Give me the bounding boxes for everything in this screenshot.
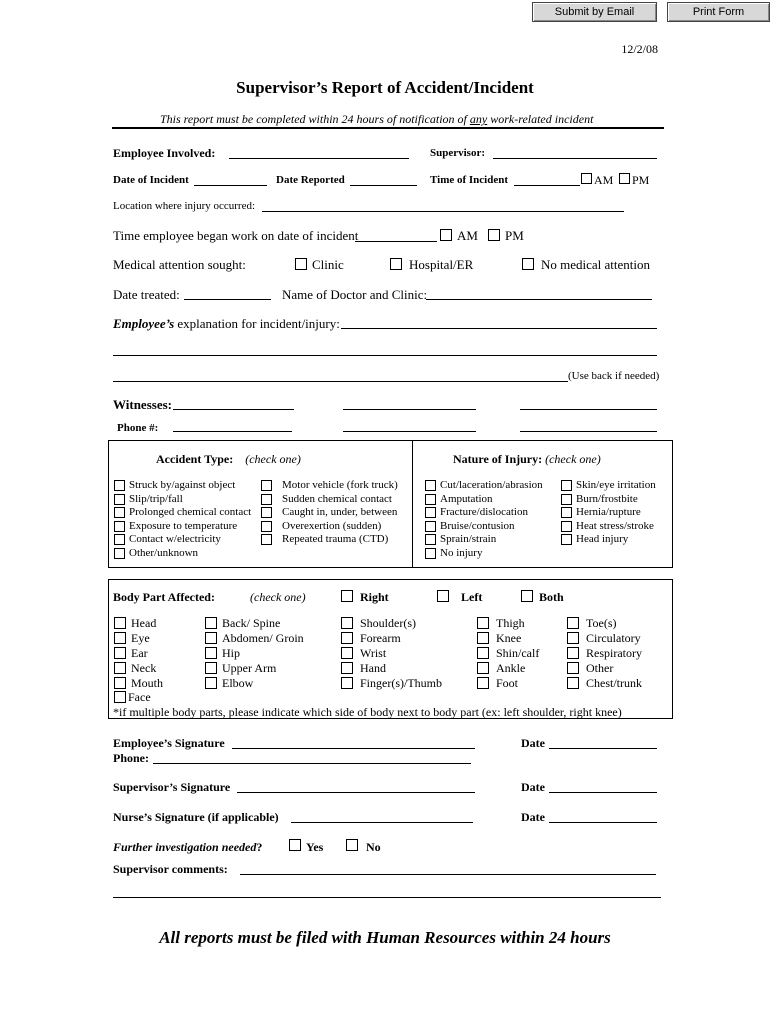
no-label: No — [366, 840, 381, 854]
phone-hash-label: Phone #: — [117, 422, 159, 434]
nature-col2-label-0: Skin/eye irritation — [576, 479, 656, 491]
body-col1-checkbox-2[interactable] — [114, 647, 126, 659]
location-field[interactable] — [262, 211, 624, 212]
body-col5-checkbox-3[interactable] — [567, 662, 579, 674]
accident-col1-label-3: Exposure to temperature — [129, 519, 238, 532]
body-col1-checkbox-1[interactable] — [114, 632, 126, 644]
body-col2-label-0: Back/ Spine — [222, 616, 281, 630]
time-began-label: Time employee began work on date of incident — [113, 228, 359, 243]
body-col1-label-4: Mouth — [131, 676, 164, 690]
body-col1-checkbox-4[interactable] — [114, 677, 126, 689]
body-col2-label-2: Hip — [222, 646, 240, 660]
employee-date-field[interactable] — [549, 748, 657, 749]
nature-col1-checkbox-1[interactable] — [425, 494, 436, 505]
body-col5-label-1: Circulatory — [586, 631, 641, 645]
face-checkbox[interactable] — [114, 691, 126, 703]
body-col5-checkbox-0[interactable] — [567, 617, 579, 629]
nature-col2-label-2: Hernia/rupture — [576, 506, 641, 518]
began-am-checkbox[interactable] — [440, 229, 452, 241]
body-col5-label-2: Respiratory — [586, 646, 642, 660]
nature-col1-checkbox-5[interactable] — [425, 548, 436, 559]
explanation-em: Employee’s — [113, 316, 175, 331]
accident-col1-label-1: Slip/trip/fall — [129, 492, 183, 505]
body-col3-label-0: Shoulder(s) — [360, 616, 416, 630]
nature-col1-label-4: Sprain/strain — [440, 533, 497, 545]
explanation-field-1[interactable] — [341, 328, 657, 329]
date-reported-label: Date Reported — [276, 174, 345, 186]
accident-col2-label-4: Repeated trauma (CTD) — [282, 533, 389, 545]
witnesses-label: Witnesses: — [113, 397, 172, 412]
face-label: Face — [128, 690, 151, 704]
further-text: Further investigation needed — [113, 840, 257, 854]
body-col3-label-4: Finger(s)/Thumb — [360, 676, 442, 690]
explanation-field-2[interactable] — [113, 355, 657, 356]
body-col4-checkbox-2[interactable] — [477, 647, 489, 659]
body-col1-label-1: Eye — [131, 631, 150, 645]
accident-col2-checkbox-2[interactable] — [261, 507, 272, 518]
accident-col2-label-0: Motor vehicle (fork truck) — [282, 479, 398, 491]
began-pm-label: PM — [505, 228, 524, 243]
phone-field[interactable] — [153, 763, 471, 764]
accident-col1-label-2: Prolonged chemical contact — [129, 506, 252, 518]
clinic-checkbox[interactable] — [295, 258, 307, 270]
employee-involved-field[interactable] — [229, 158, 409, 159]
incident-pm-checkbox[interactable] — [619, 173, 630, 184]
date-reported-field[interactable] — [350, 185, 417, 186]
body-col5-checkbox-4[interactable] — [567, 677, 579, 689]
body-col4-checkbox-0[interactable] — [477, 617, 489, 629]
body-col4-label-0: Thigh — [496, 616, 525, 630]
location-label: Location where injury occurred: — [113, 200, 256, 212]
both-label: Both — [539, 590, 564, 604]
no-medical-checkbox[interactable] — [522, 258, 534, 270]
print-form-button[interactable]: Print Form — [667, 2, 770, 22]
time-began-field[interactable] — [355, 241, 437, 242]
body-part-title: Body Part Affected: — [113, 590, 215, 604]
doctor-clinic-field[interactable] — [426, 299, 652, 300]
hospital-checkbox[interactable] — [390, 258, 402, 270]
left-label: Left — [461, 590, 483, 604]
nature-col2-checkbox-4[interactable] — [561, 534, 572, 545]
body-col3-checkbox-0[interactable] — [341, 617, 353, 629]
subtitle-text: This report must be completed within 24 hours of notification of — [160, 112, 470, 126]
body-col2-label-4: Elbow — [222, 676, 254, 690]
employee-date-label: Date — [521, 736, 545, 750]
clinic-label: Clinic — [312, 257, 344, 272]
time-of-incident-field[interactable] — [514, 185, 580, 186]
body-col2-checkbox-1[interactable] — [205, 632, 217, 644]
body-col5-label-3: Other — [586, 661, 614, 675]
yes-label: Yes — [306, 840, 324, 854]
nature-col1-checkbox-4[interactable] — [425, 534, 436, 545]
nature-check-one: (check one) — [545, 452, 601, 466]
body-col3-checkbox-3[interactable] — [341, 662, 353, 674]
nature-col1-label-1: Amputation — [440, 492, 493, 505]
no-checkbox[interactable] — [346, 839, 358, 851]
use-back-note: (Use back if needed) — [568, 370, 660, 382]
nature-title: Nature of Injury: — [453, 452, 543, 466]
phone-1-field[interactable] — [173, 431, 292, 432]
page-subtitle — [160, 112, 593, 127]
supervisor-signature-label: Supervisor’s Signature — [113, 780, 231, 794]
phone-2-field[interactable] — [343, 431, 476, 432]
right-checkbox[interactable] — [341, 590, 353, 602]
body-col5-checkbox-1[interactable] — [567, 632, 579, 644]
nature-col1-checkbox-0[interactable] — [425, 480, 436, 491]
supervisor-comments-label: Supervisor comments: — [113, 862, 228, 876]
nurse-signature-field[interactable] — [291, 822, 473, 823]
accident-type-title: Accident Type: — [156, 452, 234, 466]
witness-2-field[interactable] — [343, 409, 476, 410]
witness-1-field[interactable] — [173, 409, 294, 410]
witness-3-field[interactable] — [520, 409, 657, 410]
header-rule — [112, 127, 664, 129]
date-of-incident-field[interactable] — [194, 185, 267, 186]
body-col3-label-2: Wrist — [360, 646, 387, 660]
nature-col2-label-4: Head injury — [576, 533, 629, 545]
incident-am-label: AM — [594, 173, 614, 187]
accident-check-one: (check one) — [245, 452, 301, 466]
nature-col2-label-1: Burn/frostbite — [576, 492, 638, 505]
further-q: ? — [256, 840, 263, 854]
accident-col1-label-0: Struck by/against object — [129, 479, 236, 491]
body-col2-checkbox-0[interactable] — [205, 617, 217, 629]
accident-col1-checkbox-4[interactable] — [114, 534, 125, 545]
no-medical-label: No medical attention — [541, 257, 651, 272]
accident-nature-divider — [412, 440, 413, 568]
yes-checkbox[interactable] — [289, 839, 301, 851]
supervisor-date-label: Date — [521, 780, 545, 794]
accident-col2-label-2: Caught in, under, between — [282, 506, 398, 518]
body-col2-checkbox-2[interactable] — [205, 647, 217, 659]
accident-col2-checkbox-4[interactable] — [261, 534, 272, 545]
began-pm-checkbox[interactable] — [488, 229, 500, 241]
body-col1-label-3: Neck — [131, 661, 157, 675]
accident-col2-checkbox-1[interactable] — [261, 494, 272, 505]
nature-col1-label-5: No injury — [440, 546, 483, 559]
accident-col1-label-5: Other/unknown — [129, 546, 199, 559]
body-col1-checkbox-0[interactable] — [114, 617, 126, 629]
body-col2-label-3: Upper Arm — [222, 661, 277, 675]
footer-note: All reports must be filed with Human Resources within 24 hours — [159, 928, 611, 947]
form-date: 12/2/08 — [621, 42, 658, 56]
explanation-rest: explanation for incident/injury: — [174, 316, 340, 331]
body-col1-checkbox-3[interactable] — [114, 662, 126, 674]
explanation-label — [113, 316, 340, 332]
nature-heading — [453, 452, 601, 467]
body-col4-checkbox-4[interactable] — [477, 677, 489, 689]
body-note: *if multiple body parts, please indicate which side of body next to body part (ex: left shoulder, right knee) — [113, 705, 622, 719]
nature-col1-label-3: Bruise/contusion — [440, 519, 515, 532]
supervisor-date-field[interactable] — [549, 792, 657, 793]
body-col4-label-1: Knee — [496, 631, 522, 645]
body-col3-checkbox-2[interactable] — [341, 647, 353, 659]
nature-col2-checkbox-2[interactable] — [561, 507, 572, 518]
phone-3-field[interactable] — [520, 431, 657, 432]
accident-col2-label-1: Sudden chemical contact — [282, 492, 392, 505]
medical-sought-label: Medical attention sought: — [113, 257, 246, 272]
began-am-label: AM — [457, 228, 478, 243]
supervisor-label: Supervisor: — [430, 147, 485, 159]
accident-type-heading — [156, 452, 301, 467]
body-col5-checkbox-2[interactable] — [567, 647, 579, 659]
subtitle-any: any — [469, 112, 488, 126]
supervisor-signature-field[interactable] — [237, 792, 475, 793]
submit-by-email-button[interactable]: Submit by Email — [532, 2, 657, 22]
date-treated-field[interactable] — [184, 299, 271, 300]
body-col3-label-3: Hand — [360, 661, 386, 675]
body-col3-checkbox-1[interactable] — [341, 632, 353, 644]
accident-col1-checkbox-2[interactable] — [114, 507, 125, 518]
subtitle-text-end: work-related incident — [487, 112, 594, 126]
accident-col1-checkbox-3[interactable] — [114, 521, 125, 532]
body-col4-label-2: Shin/calf — [496, 646, 540, 660]
employee-involved-label: Employee Involved: — [113, 146, 216, 160]
accident-col2-checkbox-3[interactable] — [261, 521, 272, 532]
nature-col2-checkbox-3[interactable] — [561, 521, 572, 532]
body-col5-label-0: Toe(s) — [586, 616, 617, 630]
accident-col1-checkbox-0[interactable] — [114, 480, 125, 491]
nature-col2-checkbox-1[interactable] — [561, 494, 572, 505]
accident-col1-checkbox-1[interactable] — [114, 494, 125, 505]
date-of-incident-label: Date of Incident — [113, 174, 189, 186]
incident-am-checkbox[interactable] — [581, 173, 592, 184]
body-col3-checkbox-4[interactable] — [341, 677, 353, 689]
nurse-signature-label: Nurse’s Signature (if applicable) — [113, 810, 279, 824]
time-of-incident-label: Time of Incident — [430, 174, 509, 186]
hospital-label: Hospital/ER — [409, 257, 474, 272]
nurse-date-label: Date — [521, 810, 545, 824]
further-investigation-label — [113, 840, 262, 855]
body-col4-checkbox-3[interactable] — [477, 662, 489, 674]
supervisor-comments-field-2[interactable] — [113, 897, 661, 898]
supervisor-field[interactable] — [493, 158, 657, 159]
nature-col1-checkbox-3[interactable] — [425, 521, 436, 532]
left-checkbox[interactable] — [437, 590, 449, 602]
page-title: Supervisor’s Report of Accident/Incident — [236, 78, 534, 97]
employee-signature-label: Employee’s Signature — [113, 736, 225, 750]
nature-col1-label-0: Cut/laceration/abrasion — [440, 479, 543, 491]
date-treated-label: Date treated: — [113, 287, 180, 302]
body-col2-label-1: Abdomen/ Groin — [222, 631, 304, 645]
body-col4-label-3: Ankle — [496, 661, 526, 675]
body-col4-label-4: Foot — [496, 676, 519, 690]
nurse-date-field[interactable] — [549, 822, 657, 823]
nature-col2-label-3: Heat stress/stroke — [576, 519, 654, 532]
right-label: Right — [360, 590, 389, 604]
accident-col2-checkbox-0[interactable] — [261, 480, 272, 491]
accident-col1-label-4: Contact w/electricity — [129, 533, 221, 545]
employee-signature-field[interactable] — [232, 748, 475, 749]
nature-col1-label-2: Fracture/dislocation — [440, 506, 528, 518]
accident-col1-checkbox-5[interactable] — [114, 548, 125, 559]
incident-pm-label: PM — [632, 173, 650, 187]
doctor-clinic-label: Name of Doctor and Clinic: — [282, 287, 428, 302]
body-col3-label-1: Forearm — [360, 631, 401, 645]
body-col5-label-4: Chest/trunk — [586, 676, 642, 690]
body-col4-checkbox-1[interactable] — [477, 632, 489, 644]
phone-label: Phone: — [113, 751, 149, 765]
body-col2-checkbox-3[interactable] — [205, 662, 217, 674]
body-check-one: (check one) — [250, 590, 306, 604]
accident-col2-label-3: Overexertion (sudden) — [282, 519, 382, 532]
body-col1-label-0: Head — [131, 616, 157, 630]
body-col1-label-2: Ear — [131, 646, 148, 660]
nature-col2-checkbox-0[interactable] — [561, 480, 572, 491]
nature-col1-checkbox-2[interactable] — [425, 507, 436, 518]
body-col2-checkbox-4[interactable] — [205, 677, 217, 689]
both-checkbox[interactable] — [521, 590, 533, 602]
supervisor-comments-field-1[interactable] — [240, 874, 656, 875]
